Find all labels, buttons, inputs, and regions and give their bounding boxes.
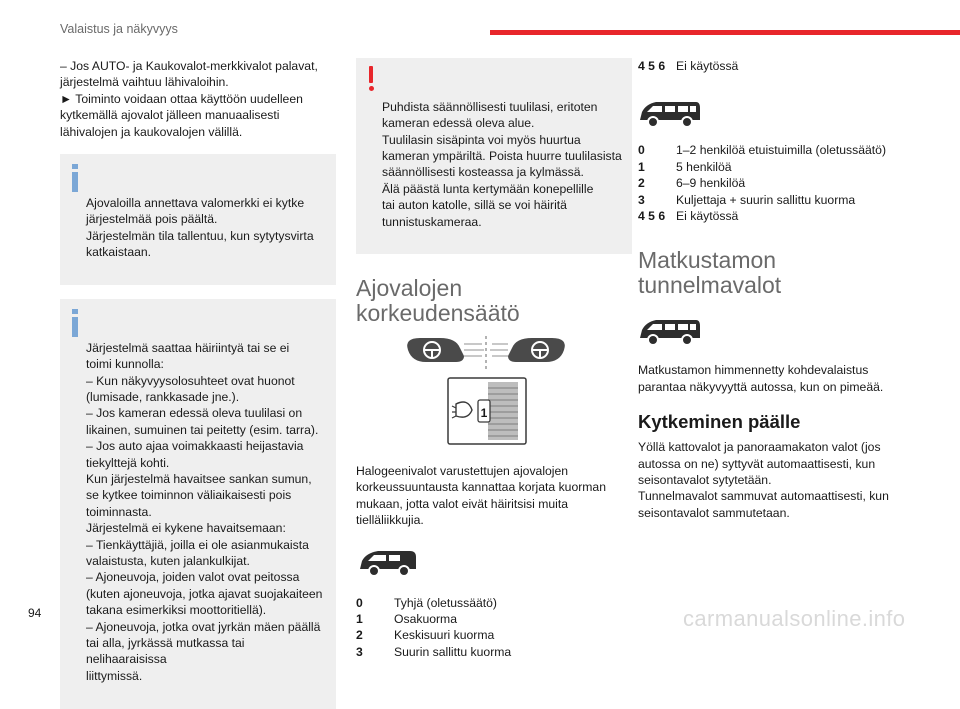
headlamp-left-icon [407, 338, 484, 362]
legend-row: 4 5 6 Ei käytössä [638, 209, 739, 224]
column-left [60, 58, 336, 709]
legend-row: 2 Keskisuuri kuorma [356, 628, 495, 643]
info-note-disturbance-text: Järjestelmä saattaa häiriintyä tai se ei toimi kunnolla: – Kun näkyvyysolosuhteet ovat huonot (lumisade, rankkasade jne.). – Jos kameran edessä oleva tuulilasi on likainen, sumuinen tai peitetty (esim. tarra). – Jos auto ajaa voimakkaasti heijastavia tiekylttejä kohti. Kun järjestelmä havaitsee sankan sumun, se kytkee toiminnon väliaikaisesti pois toiminnasta. Järjestelmä ei kykene havaitsemaan: – Tienkäyttäjiä, joilla ei ole asianmukaista valaistusta, kuten jalankulkijat. – Ajoneuvoja, joiden valot ovat peitossa (kuten ajoneuvoja, jotka ajavat suojakaiteen takana esimerkiksi moottoritiellä). – Ajoneuvoja, jotka ovat jyrkän mäen päällä tai alla, jyrkässä mutkassa tai nelihaaraisissa liittymissä. [86, 340, 323, 683]
warning-note-windshield [356, 58, 632, 254]
info-note-flash-text: Ajovaloilla annettava valomerkki ei kytke järjestelmää pois päältä. Järjestelmän tila tallentuu, kun sytytysvirta katkaistaan. [86, 195, 314, 260]
page-number: 94 [28, 606, 42, 620]
legend-row: 0 1–2 henkilöä etuistuimilla (oletussäätö) [638, 143, 887, 158]
auto-lights-paragraph: – Jos AUTO- ja Kaukovalot-merkkivalot palavat, järjestelmä vaihtuu lähivaloihin. ► Toiminto voidaan ottaa käyttöön uudelleen kytkemällä ajovalot jälleen manuaalisesti lähivalojen ja kaukovalojen välillä. [60, 59, 318, 139]
section-title-ambient-lights: Matkustamon tunnelmavalot [638, 247, 782, 299]
dial-digit: 1 [480, 406, 488, 421]
watermark: carmanualsonline.info [683, 606, 906, 631]
ambient-lights-paragraph: Matkustamon himmennetty kohdevalaistus parantaa näkyvyyttä autossa, kun on pimeää. [638, 363, 884, 394]
legend-row: 1 Osakuorma [356, 611, 457, 626]
legend-top-list [638, 58, 900, 74]
info-icon [72, 164, 78, 192]
info-note-disturbance [60, 299, 336, 709]
warning-note-text: Puhdista säännöllisesti tuulilasi, eritoten kameran edessä oleva alue. Tuulilasin sisäpinta voi myös huurtua kameran ympäriltä. Poista huurre tuulilasista säännöllisesti kosteassa ja kylmässä. Älä päästä lunta kertymään konepellille tai auton katolle, sillä se voi häiritä tunnistuskameraa. [382, 99, 622, 229]
legend-row: 4 5 6 Ei käytössä [638, 59, 739, 73]
column-middle [356, 58, 632, 660]
header-accent-bar [490, 30, 960, 35]
load-legend-list [356, 595, 632, 661]
headlamp-adjust-paragraph: Halogeenivalot varustettujen ajovalojen korkeussuuntausta kannattaa korjata kuorman mukaan, jotta valot eivät häiritsisi muita tielläliikkujia. [356, 463, 606, 528]
header-title: Valaistus ja näkyvyys [60, 22, 178, 36]
legend-row: 3 Kuljettaja + suurin sallittu kuorma [638, 192, 856, 207]
switch-on-paragraph: Yöllä kattovalot ja panoraamakaton valot (jos autossa on ne) syttyvät automaattisesti, kun seisontavalot sytytetään. Tunnelmavalot sammuvat automaattisesti, kun seisontavalot sammutetaan. [638, 440, 889, 520]
legend-row: 0 Tyhjä (oletussäätö) [356, 595, 497, 610]
legend-row: 3 Suurin sallittu kuorma [356, 644, 512, 659]
legend-row: 1 5 henkilöä [638, 159, 732, 174]
info-icon [72, 309, 78, 337]
van-short-icon [356, 547, 422, 579]
headlamp-right-icon [490, 338, 565, 362]
passenger-legend-list [638, 142, 900, 224]
column-right [638, 58, 900, 521]
subsection-title-switch-on: Kytkeminen päälle [638, 411, 801, 433]
info-note-flash [60, 154, 336, 285]
headlamp-adjust-illustration [356, 332, 616, 450]
legend-row: 2 6–9 henkilöä [638, 176, 746, 191]
section-title-headlamp-adjust: Ajovalojen korkeudensäätö [356, 275, 520, 327]
warning-icon [366, 66, 376, 94]
van-long-icon [638, 98, 702, 130]
van-long-icon [638, 316, 702, 348]
